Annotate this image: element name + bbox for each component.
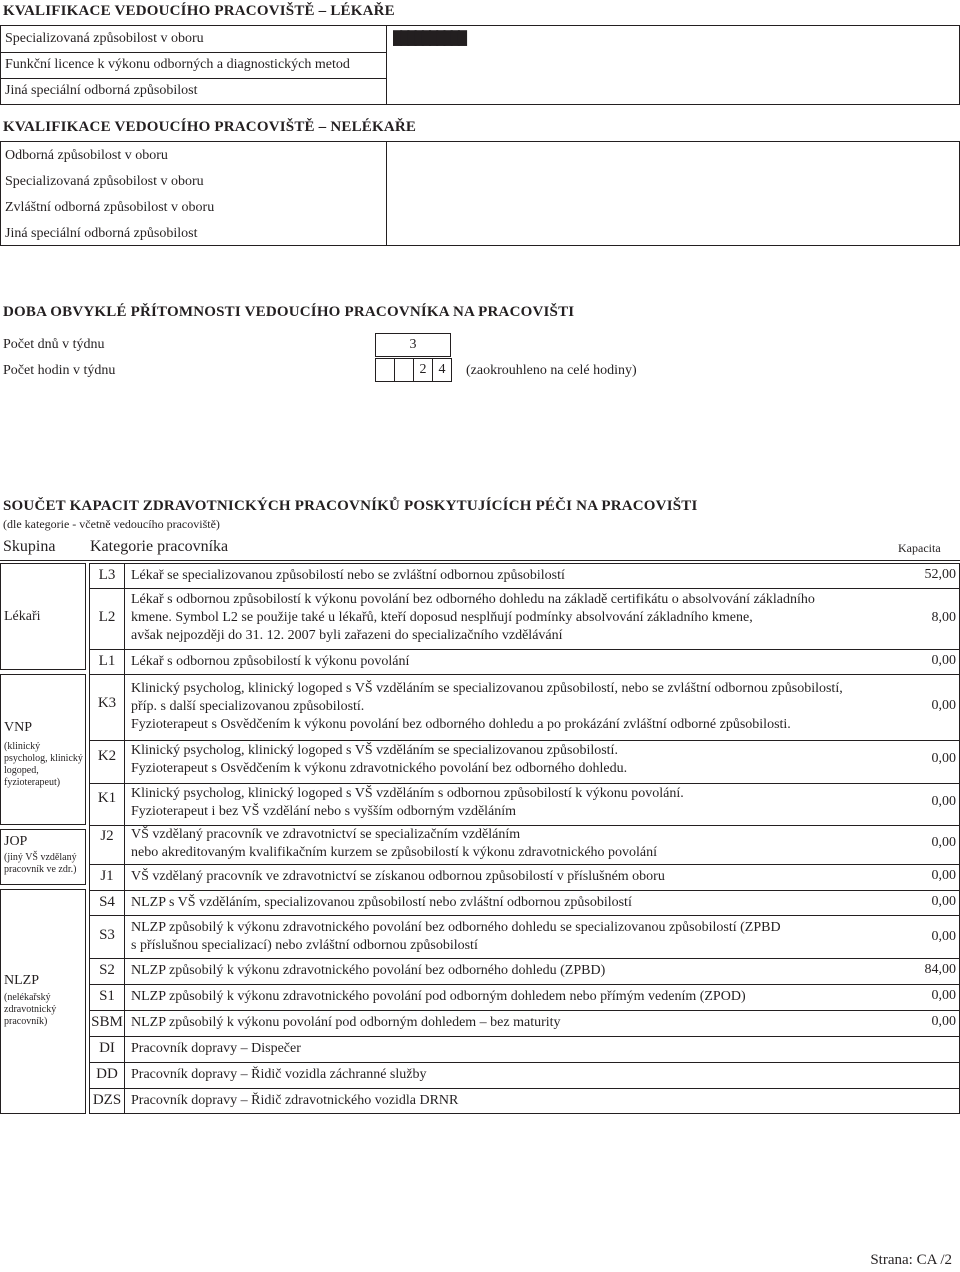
category-row-DZS	[89, 1088, 960, 1114]
desc-L1-0: Lékař s odbornou způsobilostí k výkonu povolání	[131, 654, 410, 669]
desc-J2-1: nebo akreditovaným kvalifikačním kurzem se způsobilostí k výkonu zdravotnického povolání	[131, 845, 658, 860]
section2-label-1: Specializovaná způsobilost v oboru	[5, 174, 204, 189]
section2-label-0: Odborná způsobilost v oboru	[5, 148, 168, 163]
section2-label-3: Jiná speciální odborná způsobilost	[5, 226, 198, 241]
desc-K2-0: Klinický psycholog, klinický logoped s VŠ vzděláním se specializovanou způsobilostí.	[131, 743, 618, 758]
capacity-S3[interactable]: 0,00	[931, 929, 956, 944]
desc-K1-1: Fyzioterapeut i bez VŠ vzdělání nebo s vyšším odborným vzděláním	[131, 804, 517, 819]
code-L3: L3	[98, 567, 116, 583]
code-J2: J2	[100, 828, 114, 844]
section3-title: DOBA OBVYKLÉ PŘÍTOMNOSTI VEDOUCÍHO PRACOVNÍKA NA PRACOVIŠTI	[3, 304, 575, 320]
header-divider	[0, 560, 960, 561]
category-row-K1	[89, 783, 960, 825]
category-row-S1	[89, 984, 960, 1010]
group-lekari-label: Lékaři	[4, 609, 41, 624]
code-S1: S1	[99, 988, 115, 1004]
capacity-J1[interactable]: 0,00	[931, 868, 956, 883]
category-row-S4	[89, 890, 960, 915]
category-row-DD	[89, 1062, 960, 1088]
desc-K1-0: Klinický psycholog, klinický logoped s VŠ vzděláním s odbornou způsobilostí k výkonu povolání.	[131, 786, 684, 801]
capacity-J2[interactable]: 0,00	[931, 835, 956, 850]
code-DD: DD	[96, 1066, 118, 1082]
group-jop-note: (jiný VŠ vzdělaný pracovník ve zdr.)	[4, 852, 77, 875]
category-row-J2	[89, 825, 960, 864]
capacity-K2[interactable]: 0,00	[931, 751, 956, 766]
desc-L2-2: avšak nejpozději do 31. 12. 2007 byli zařazeni do specializačního vzdělávání	[131, 628, 563, 643]
desc-DZS-0: Pracovník dopravy – Řidič zdravotnického vozidla DRNR	[131, 1093, 459, 1108]
category-row-DI	[89, 1036, 960, 1062]
section1-title: KVALIFIKACE VEDOUCÍHO PRACOVIŠTĚ – LÉKAŘE	[3, 3, 395, 19]
section2-table	[0, 141, 960, 246]
desc-L3-0: Lékař se specializovanou způsobilostí nebo se zvláštní odbornou způsobilostí	[131, 568, 565, 583]
category-row-K2	[89, 740, 960, 783]
hours-digit-0[interactable]	[375, 358, 395, 382]
category-row-SBM	[89, 1010, 960, 1036]
code-K1: K1	[97, 790, 117, 806]
capacity-S4[interactable]: 0,00	[931, 894, 956, 909]
category-row-S2	[89, 958, 960, 984]
group-vnp-label: VNP	[4, 720, 33, 735]
desc-K3-0: Klinický psycholog, klinický logoped s VŠ vzděláním se specializovanou způsobilostí, nebo se zvláštní odbornou způsobilostí,	[131, 681, 843, 696]
group-nlzp	[0, 889, 86, 1114]
code-S2: S2	[99, 962, 115, 978]
capacity-L1[interactable]: 0,00	[931, 653, 956, 668]
capacity-K1[interactable]: 0,00	[931, 794, 956, 809]
code-DZS: DZS	[92, 1092, 122, 1108]
hours-digit-3[interactable]: 4	[432, 358, 452, 382]
days-label: Počet dnů v týdnu	[3, 337, 105, 352]
hours-label: Počet hodin v týdnu	[3, 363, 116, 378]
code-K2: K2	[97, 748, 117, 764]
capacity-S2[interactable]: 84,00	[924, 962, 956, 977]
group-vnp	[0, 674, 86, 825]
code-S3: S3	[99, 927, 115, 943]
section1-label-1: Funkční licence k výkonu odborných a diagnostických metod	[5, 57, 350, 72]
hours-digit-2[interactable]: 2	[413, 358, 433, 382]
desc-L2-0: Lékař s odbornou způsobilostí k výkonu povolání bez odborného dohledu na základě certifikátu o absolvování základního	[131, 592, 815, 607]
capacity-L3[interactable]: 52,00	[924, 567, 956, 582]
code-SBM: SBM	[91, 1014, 123, 1030]
col-capacity-header: Kapacita	[898, 541, 941, 555]
capacity-L2[interactable]: 8,00	[931, 610, 956, 625]
group-jop	[0, 829, 86, 885]
section1-value-0[interactable]: ██████████	[393, 30, 466, 45]
col-group-header: Skupina	[3, 538, 56, 555]
category-row-K3	[89, 674, 960, 740]
category-row-L2	[89, 588, 960, 649]
desc-K3-1: příp. s další specializovanou způsobilostí.	[131, 699, 365, 714]
category-row-L1	[89, 649, 960, 674]
section1-table	[0, 25, 960, 105]
capacity-SBM[interactable]: 0,00	[931, 1014, 956, 1029]
page-number: Strana: CA /2	[870, 1252, 952, 1268]
code-DI: DI	[99, 1040, 115, 1056]
section1-label-0: Specializovaná způsobilost v oboru	[5, 31, 204, 46]
section4-title: SOUČET KAPACIT ZDRAVOTNICKÝCH PRACOVNÍKŮ POSKYTUJÍCÍCH PÉČI NA PRACOVIŠTI	[3, 498, 698, 514]
code-K3: K3	[97, 695, 117, 711]
desc-SBM-0: NLZP způsobilý k výkonu povolání pod odborným dohledem – bez maturity	[131, 1015, 561, 1030]
code-L1: L1	[98, 653, 116, 669]
section2-title: KVALIFIKACE VEDOUCÍHO PRACOVIŠTĚ – NELÉKAŘE	[3, 119, 417, 135]
group-lekari	[0, 563, 86, 670]
code-J1: J1	[100, 868, 114, 884]
desc-K2-1: Fyzioterapeut s Osvědčením k výkonu zdravotnického povolání bez odborného dohledu.	[131, 761, 628, 776]
col-category-header: Kategorie pracovníka	[90, 538, 229, 555]
section2-label-2: Zvláštní odborná způsobilost v oboru	[5, 200, 215, 215]
section1-label-2: Jiná speciální odborná způsobilost	[5, 83, 198, 98]
category-row-S3	[89, 915, 960, 958]
capacity-S1[interactable]: 0,00	[931, 988, 956, 1003]
desc-S2-0: NLZP způsobilý k výkonu zdravotnického povolání bez odborného dohledu (ZPBD)	[131, 963, 606, 978]
desc-J2-0: VŠ vzdělaný pracovník ve zdravotnictví se specializačním vzděláním	[131, 827, 521, 842]
group-vnp-note: (klinický psycholog, klinický logoped, fyzioterapeut)	[4, 741, 83, 788]
group-nlzp-label: NLZP	[4, 973, 39, 988]
hours-digit-1[interactable]	[394, 358, 414, 382]
desc-S1-0: NLZP způsobilý k výkonu zdravotnického povolání pod odborným dohledem nebo přímým vedením (ZPOD)	[131, 989, 746, 1004]
days-value-box[interactable]: 3	[375, 333, 451, 357]
group-nlzp-note: (nelékařský zdravotnický pracovník)	[4, 992, 57, 1027]
hours-note: (zaokrouhleno na celé hodiny)	[466, 363, 637, 378]
section4-subtitle: (dle kategorie - včetně vedoucího pracoviště)	[3, 517, 220, 531]
code-L2: L2	[98, 609, 116, 625]
desc-S3-0: NLZP způsobilý k výkonu zdravotnického povolání bez odborného dohledu se specializovanou způsobilostí (ZPBD	[131, 920, 781, 935]
desc-DI-0: Pracovník dopravy – Dispečer	[131, 1041, 301, 1056]
code-S4: S4	[99, 894, 115, 910]
desc-S4-0: NLZP s VŠ vzděláním, specializovanou způsobilostí nebo zvláštní odbornou způsobilostí	[131, 895, 632, 910]
desc-J1-0: VŠ vzdělaný pracovník ve zdravotnictví se získanou odbornou způsobilostí v příslušném oboru	[131, 869, 665, 884]
desc-S3-1: s příslušnou specializací) nebo zvláštní odbornou způsobilostí	[131, 938, 478, 953]
desc-DD-0: Pracovník dopravy – Řidič vozidla záchranné služby	[131, 1067, 427, 1082]
category-row-J1	[89, 864, 960, 890]
category-row-L3	[89, 563, 960, 588]
desc-L2-1: kmene. Symbol L2 se použije také u lékařů, kteří doposud nesplňují podmínky absolvování základního kmene,	[131, 610, 753, 625]
capacity-K3[interactable]: 0,00	[931, 698, 956, 713]
group-jop-label: JOP	[4, 834, 28, 849]
desc-K3-2: Fyzioterapeut s Osvědčením k výkonu povolání bez odborného dohledu a po prokázání zvláštní odborné způsobilosti.	[131, 717, 791, 732]
